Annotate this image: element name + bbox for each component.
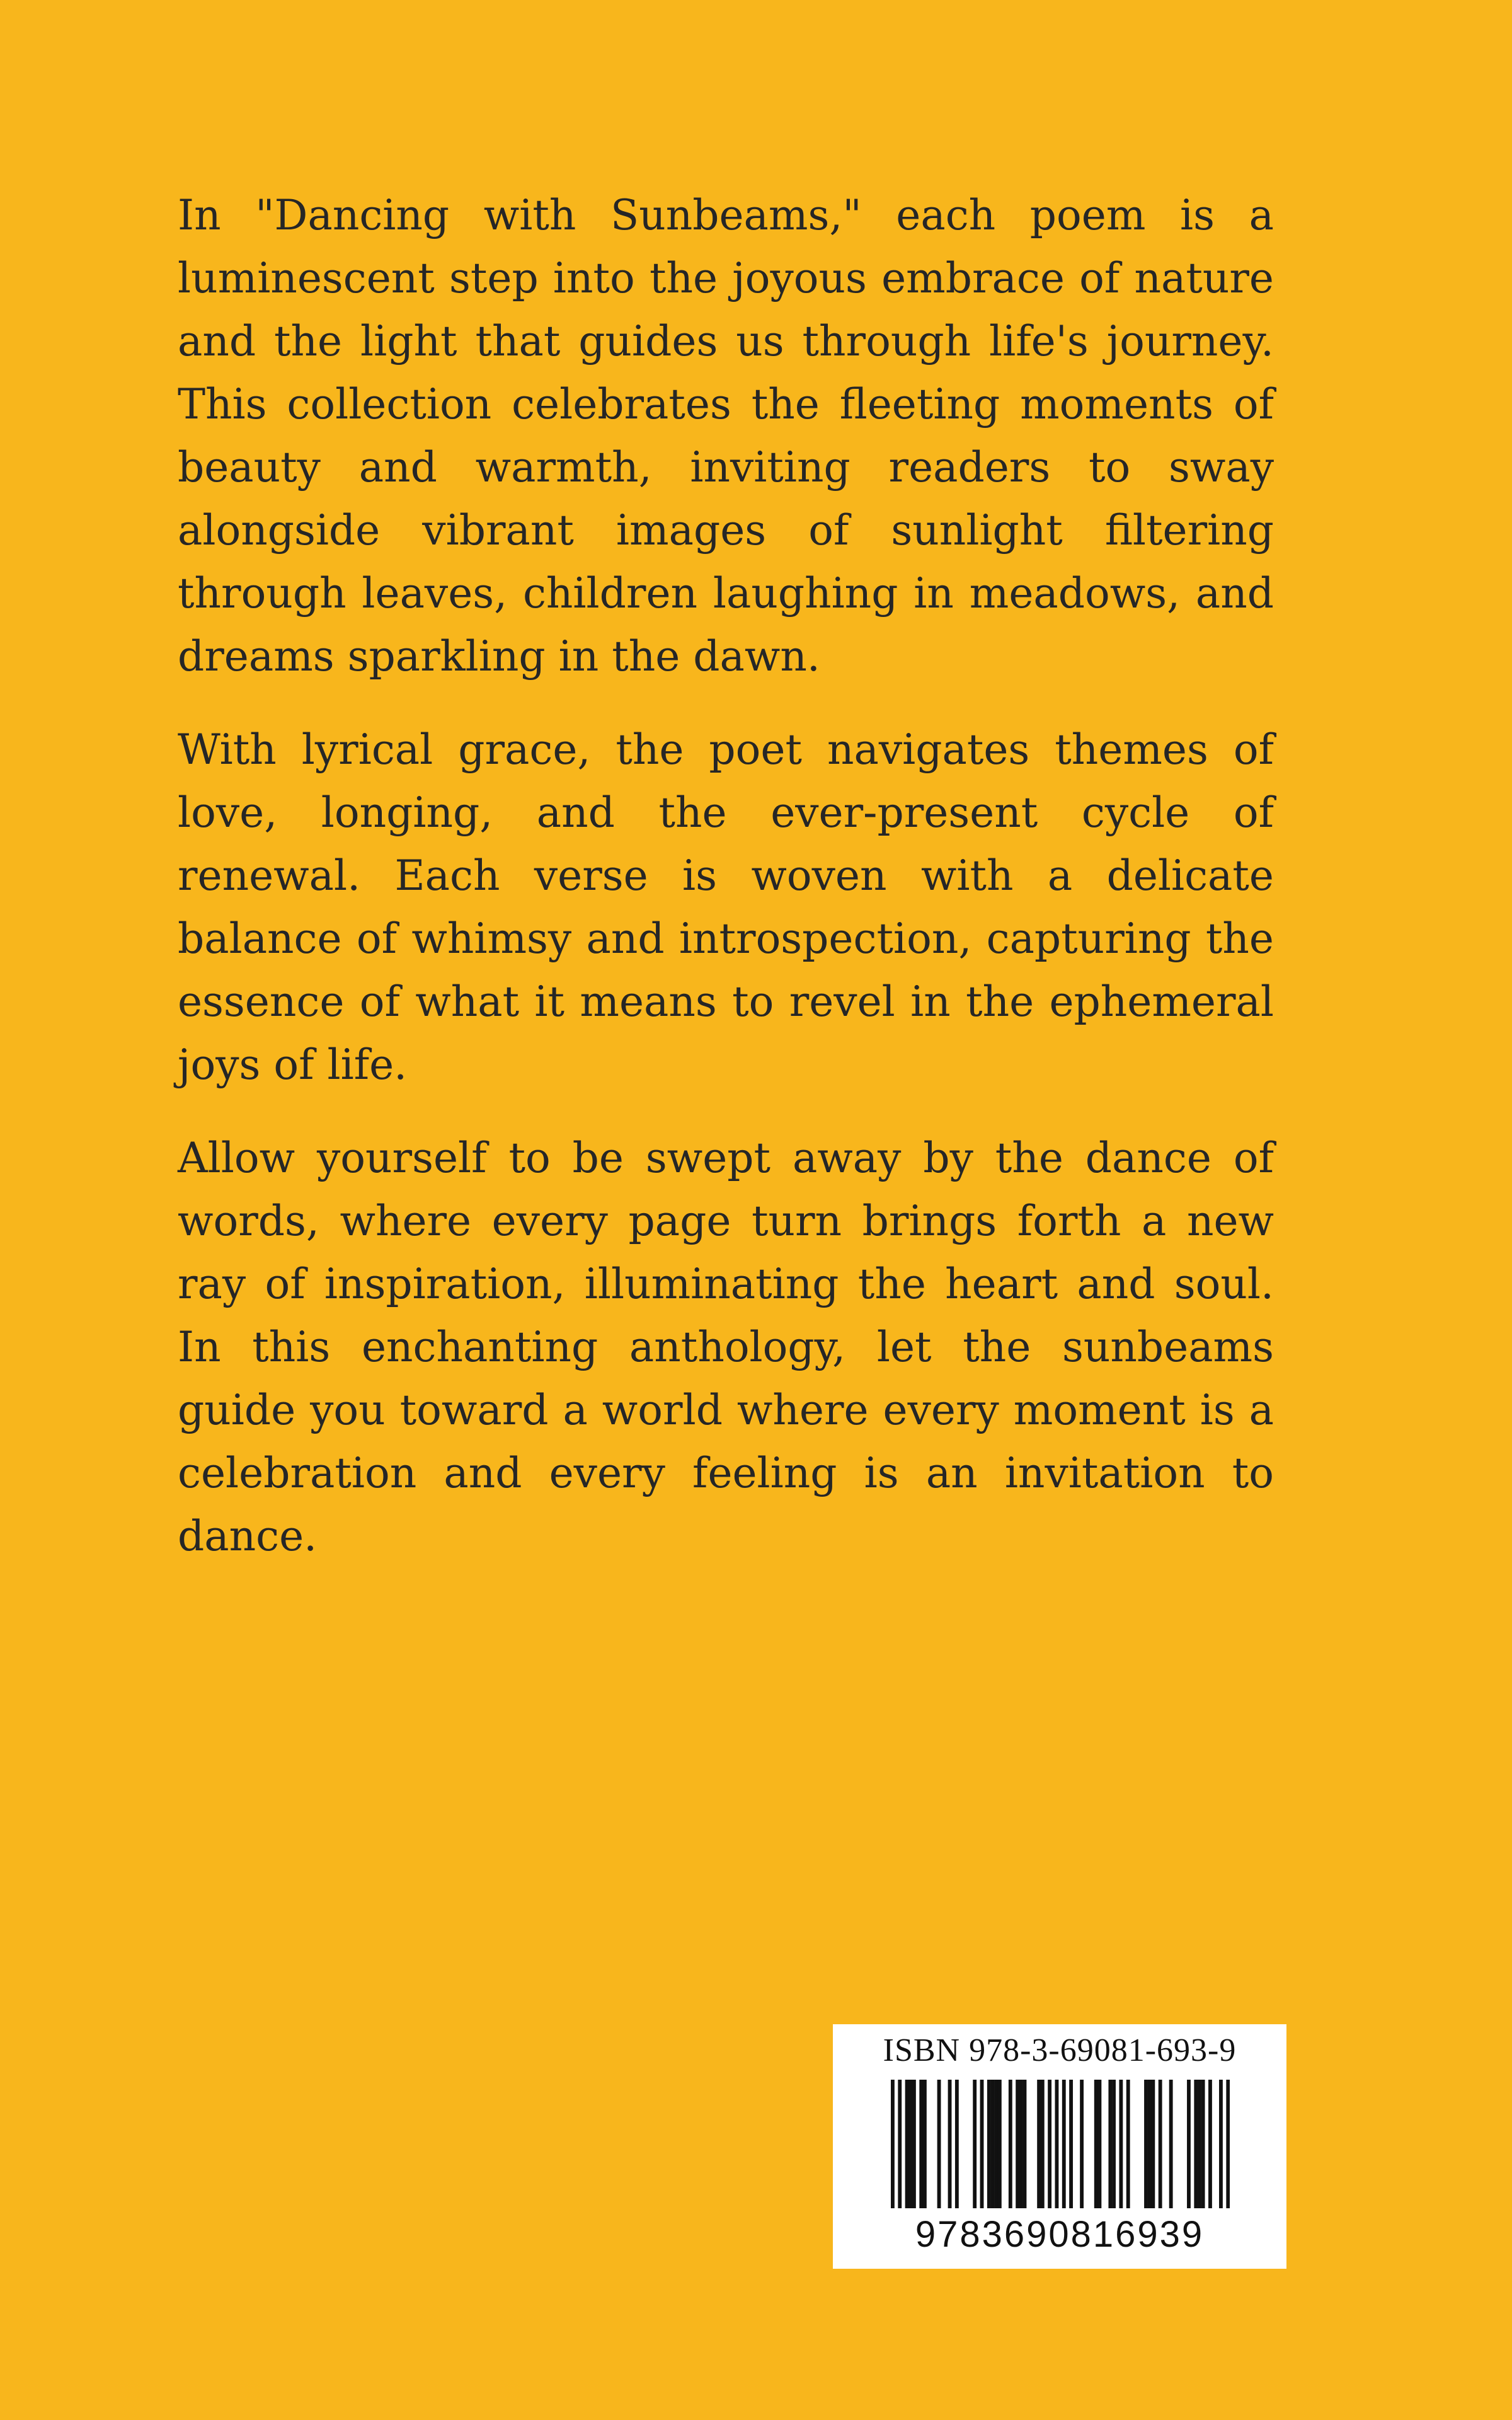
barcode-bar <box>1108 2080 1112 2208</box>
barcode-bar <box>1201 2080 1205 2208</box>
barcode-bar <box>912 2080 916 2208</box>
description-paragraph-2: With lyrical grace, the poet navigates themes of love, longing, and the ever-present cycle of renewal. Each verse is woven with a delicate balance of whimsy and introspection, capturing the essence of what it means to revel in the ephemeral joys of life. <box>178 725 1274 1089</box>
barcode-bar <box>1159 2080 1162 2208</box>
barcode-bar <box>1208 2080 1212 2208</box>
barcode-bar <box>919 2080 923 2208</box>
barcode-bar <box>1198 2080 1201 2208</box>
barcode-bar <box>980 2080 984 2208</box>
barcode-bar <box>1097 2080 1101 2208</box>
barcode-bar <box>1055 2080 1059 2208</box>
barcode-bar <box>1037 2080 1041 2208</box>
barcode-bar <box>1148 2080 1152 2208</box>
barcode-bar <box>1126 2080 1130 2208</box>
description-paragraph-3: Allow yourself to be swept away by the dance of words, where every page turn brings forth a new ray of inspiration, illuminating the heart and soul. In this enchanting anthology, let the sunbeams guide you toward a world where every moment is a celebration and every feeling is an invitation to dance. <box>178 1134 1274 1560</box>
barcode-bar <box>1080 2080 1084 2208</box>
isbn-barcode-block <box>833 2024 1286 2269</box>
barcode-bar <box>1094 2080 1098 2208</box>
description-paragraph-1: In "Dancing with Sunbeams," each poem is a luminescent step into the joyous embrace of nature and the light that guides us through life's journey. This collection celebrates the fleeting moments of beauty and warmth, inviting readers to sway alongside vibrant images of sunlight filtering through leaves, children laughing in meadows, and dreams sparkling in the dawn. <box>178 191 1274 681</box>
barcode-bar <box>991 2080 995 2208</box>
barcode-bar <box>1016 2080 1019 2208</box>
barcode-bar <box>955 2080 959 2208</box>
barcode-bar <box>1019 2080 1023 2208</box>
barcode-bar <box>973 2080 976 2208</box>
barcode-bar <box>1048 2080 1051 2208</box>
barcode-bar <box>1119 2080 1123 2208</box>
barcode-bar <box>891 2080 895 2208</box>
barcode-bar <box>998 2080 1002 2208</box>
barcode-bar <box>905 2080 909 2208</box>
barcode-bar <box>987 2080 991 2208</box>
barcode-bar <box>1187 2080 1191 2208</box>
barcode-bar <box>1062 2080 1066 2208</box>
barcode-bar <box>1112 2080 1116 2208</box>
barcode-number: 9783690816939 <box>915 2214 1205 2255</box>
barcode-bar <box>1151 2080 1155 2208</box>
barcode-bar <box>1023 2080 1027 2208</box>
book-description <box>178 184 1274 1598</box>
barcode-bar <box>1226 2080 1230 2208</box>
barcode-bar <box>923 2080 927 2208</box>
barcode-bar <box>1194 2080 1198 2208</box>
barcode-bar <box>994 2080 998 2208</box>
barcode-bar <box>1069 2080 1073 2208</box>
barcode-bar <box>898 2080 902 2208</box>
barcode-bar <box>1219 2080 1223 2208</box>
isbn-label: ISBN 978-3-69081-693-9 <box>883 2032 1237 2068</box>
barcode-bar <box>1144 2080 1148 2208</box>
barcode-bar <box>937 2080 941 2208</box>
barcode-bar <box>908 2080 912 2208</box>
barcode-bar <box>1041 2080 1045 2208</box>
barcode-bar <box>948 2080 952 2208</box>
barcode-bar <box>1009 2080 1012 2208</box>
barcode-image <box>891 2080 1230 2208</box>
barcode-bar <box>1169 2080 1173 2208</box>
